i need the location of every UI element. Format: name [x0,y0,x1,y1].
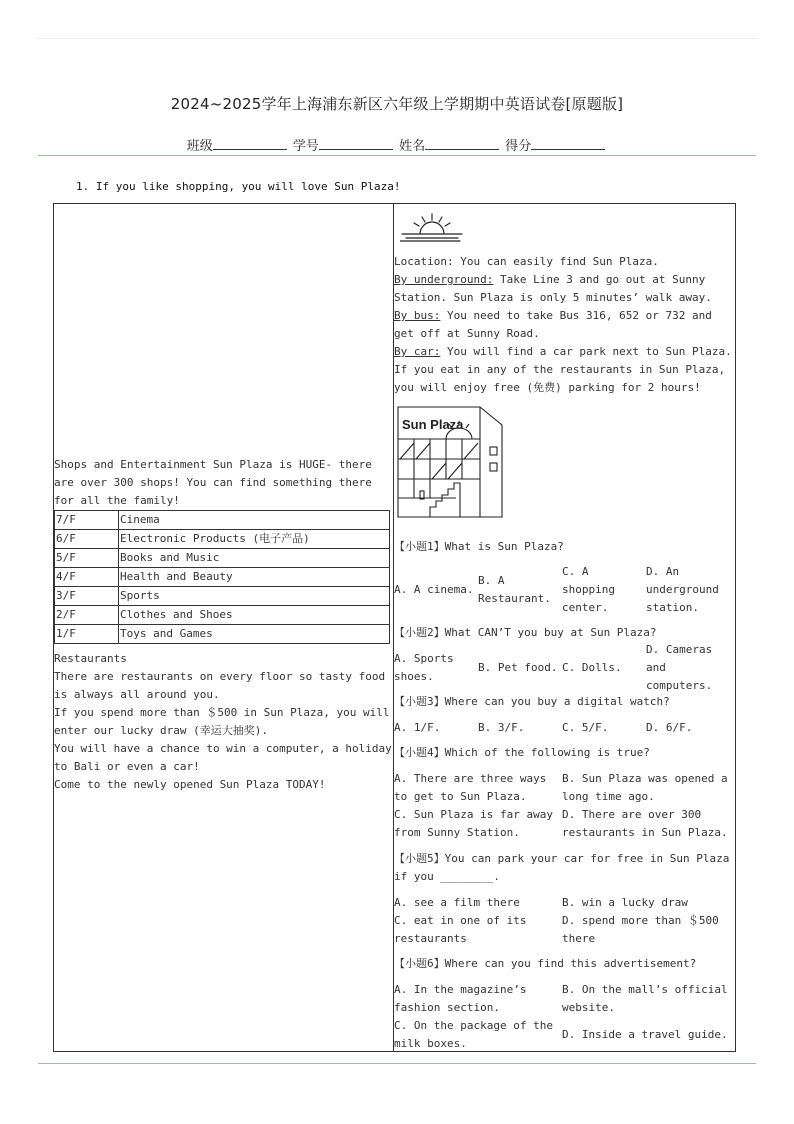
question-5 [394,850,736,948]
option-b[interactable]: B. Sun Plaza was opened a long time ago. [562,772,728,803]
option-b[interactable]: B. win a lucky draw [562,896,688,909]
table-row [55,549,390,568]
option-d[interactable]: D. There are over 300 restaurants in Sun Plaza. [562,808,728,839]
option-c[interactable]: C. eat in one of its restaurants [394,914,527,945]
options-row [394,563,736,617]
building-illustration [396,403,504,519]
location-text: Location: You can easily find Sun Plaza. [394,255,659,268]
student-number-blank[interactable] [319,138,393,150]
option-b[interactable]: B. On the mall’s official website. [562,983,728,1014]
question-1 [394,538,736,617]
question-4 [394,744,736,842]
option-d[interactable]: D. Cameras and computers. [646,643,713,692]
option-b[interactable]: B. A Restaurant. [478,574,551,605]
floor-directory [54,510,390,644]
top-divider [36,38,758,39]
class-label: 班级 [186,139,213,154]
floor-cell: 3/F [55,587,119,606]
floor-name-cell: Clothes and Shoes [119,606,390,625]
lucky-draw-text: If you spend more than ＄500 in Sun Plaza, you will enter our lucky draw (幸运大抽奖). [54,706,390,737]
car-label: By car: [394,345,441,358]
question-stem: 【小题1】What is Sun Plaza? [394,540,564,553]
question-2 [394,624,736,692]
question-title: 1. If you like shopping, you will love Sun Plaza! [76,180,401,193]
question-3 [394,693,736,737]
prize-text: You will have a chance to win a computer, a holiday to Bali or even a car! [54,742,392,773]
car-directions [394,343,734,397]
table-row [55,587,390,606]
floor-name-cell: Cinema [119,511,390,530]
floor-name-cell: Health and Beauty [119,568,390,587]
table-row [55,625,390,644]
option-a[interactable]: A. A cinema. [394,583,474,596]
option-c[interactable]: C. Dolls. [562,661,622,674]
option-c[interactable]: C. Sun Plaza is far away from Sunny Station. [394,808,553,839]
call-to-action: Come to the newly opened Sun Plaza TODAY! [54,778,326,791]
restaurants-text: There are restaurants on every floor so tasty food is always all around you. [54,670,386,701]
options-grid [394,894,736,948]
score-label: 得分 [505,139,532,154]
option-b[interactable]: B. 3/F. [478,721,525,734]
bus-directions [394,307,734,343]
class-blank[interactable] [213,138,287,150]
floor-cell: 5/F [55,549,119,568]
option-b[interactable]: B. Pet food. [478,661,558,674]
floor-name-cell: Toys and Games [119,625,390,644]
table-row [55,530,390,549]
car-text: You will find a car park next to Sun Plaza. If you eat in any of the restaurants in Sun Plaza, you will enjoy free (免费) parking for 2 hours! [394,345,732,394]
name-blank[interactable] [425,138,499,150]
question-stem: 【小题5】You can park your car for free in Sun Plaza if you ________. [394,852,730,883]
options-row [394,643,736,692]
floor-name-cell: Electronic Products (电子产品) [119,530,390,549]
student-info-row [0,135,794,154]
score-blank[interactable] [531,138,605,150]
footer-rule [38,1063,756,1064]
option-c[interactable]: C. A shopping center. [562,565,615,614]
option-d[interactable]: D. spend more than ＄500 there [562,914,719,945]
option-a[interactable]: A. 1/F. [394,721,441,734]
floor-cell: 7/F [55,511,119,530]
floor-cell: 4/F [55,568,119,587]
option-c[interactable]: C. 5/F. [562,721,609,734]
name-label: 姓名 [399,139,426,154]
option-a[interactable]: A. In the magazine’s fashion section. [394,983,527,1014]
option-a[interactable]: A. see a film there [394,896,520,909]
option-c[interactable]: C. On the package of the milk boxes. [394,1019,553,1050]
restaurants-heading: Restaurants [54,652,127,665]
options-grid [394,770,736,842]
question-stem: 【小题2】What CAN’T you buy at Sun Plaza? [394,626,657,639]
question-6 [394,955,736,1053]
floor-cell: 6/F [55,530,119,549]
restaurants-section [54,650,392,794]
floor-name-cell: Books and Music [119,549,390,568]
floor-cell: 2/F [55,606,119,625]
option-a[interactable]: A. Sports shoes. [394,652,454,683]
option-d[interactable]: D. 6/F. [646,721,693,734]
sun-icon [400,212,464,244]
floor-cell: 1/F [55,625,119,644]
options-row [394,719,736,737]
question-stem: 【小题3】Where can you buy a digital watch? [394,695,670,708]
shops-intro: Shops and Entertainment Sun Plaza is HUGE- there are over 300 shops! You can find something there for all the family! [54,458,372,507]
option-d[interactable]: D. An underground station. [646,565,719,614]
location-section [394,253,734,397]
store-sign: Sun Plaza [402,417,464,432]
underground-text: Take Line 3 and go out at Sunny Station. Sun Plaza is only 5 minutes’ walk away. [394,273,712,304]
option-d[interactable]: D. Inside a travel guide. [562,1028,728,1041]
table-row [55,606,390,625]
page-title: 2024~2025学年上海浦东新区六年级上学期期中英语试卷[原题版] [170,95,624,113]
header-rule [38,155,756,156]
floor-name-cell: Sports [119,587,390,606]
bus-label: By bus: [394,309,441,322]
options-grid [394,981,736,1053]
option-a[interactable]: A. There are three ways to get to Sun Plaza. [394,772,547,803]
bus-text: You need to take Bus 316, 652 or 732 and get off at Sunny Road. [394,309,712,340]
table-row [55,568,390,587]
question-stem: 【小题4】Which of the following is true? [394,746,650,759]
question-stem: 【小题6】Where can you find this advertisement? [394,957,697,970]
table-row [55,511,390,530]
underground-directions [394,271,734,307]
underground-label: By underground: [394,273,494,286]
student-number-label: 学号 [292,139,319,154]
